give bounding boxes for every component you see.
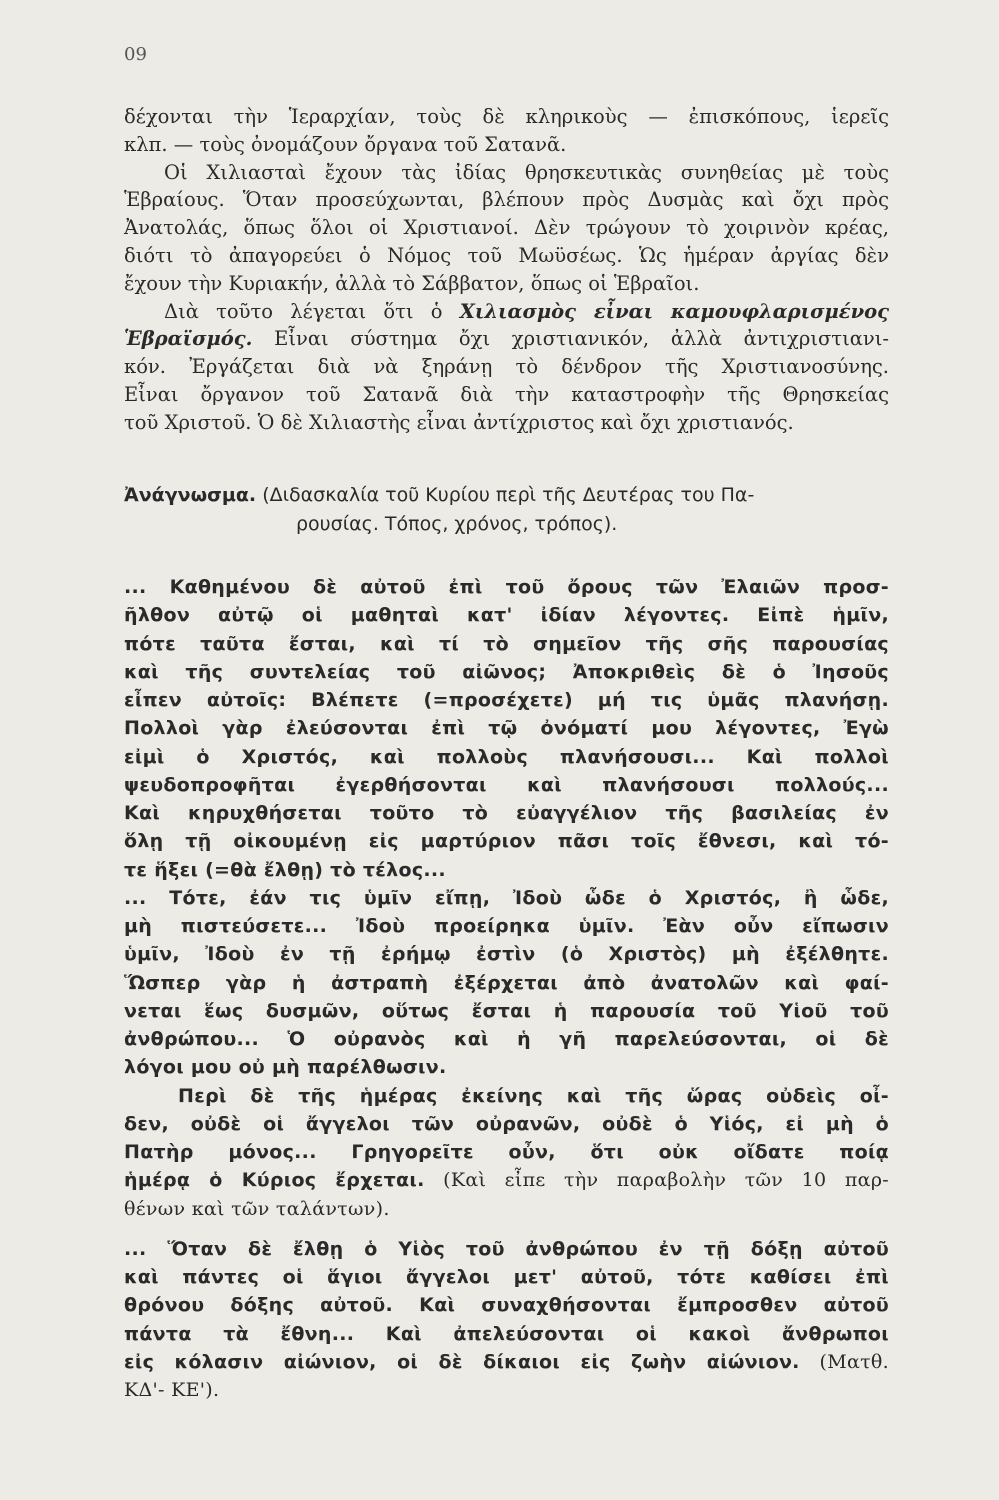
scripture-line: ἀνθρώπου... Ὁ οὐρανὸς καὶ ἡ γῆ παρελεύσονται, οἱ δὲ — [124, 1028, 889, 1050]
text-line: Εἶναι ὄργανον τοῦ Σατανᾶ διὰ τὴν καταστροφὴν τῆς Θρησκείας — [124, 382, 889, 406]
scripture-line: καὶ τῆς συντελείας τοῦ αἰῶνος; Ἀποκριθεὶς δὲ ὁ Ἰησοῦς — [124, 660, 889, 683]
scripture-line — [124, 1195, 889, 1223]
emphasis-text: Χιλιασμὸς εἶναι καμουφλαρισμένος — [459, 299, 889, 323]
scripture-line: τε ἥξει (=θὰ ἔλθῃ) τὸ τέλος... — [124, 858, 446, 881]
text-line: τοῦ Χριστοῦ. Ὁ δὲ Χιλιαστὴς εἶναι ἀντίχριστος καὶ ὄχι χριστιανός. — [124, 410, 794, 434]
scripture-span: ἡμέρᾳ ὁ Κύριος ἔρχεται. — [124, 1169, 425, 1192]
scripture-line — [124, 1376, 889, 1404]
note-span: (Ματθ. — [799, 1350, 889, 1373]
text-line — [124, 298, 889, 326]
scripture-line: ὅλῃ τῇ οἰκουμένῃ εἰς μαρτύριον πᾶσι τοῖς ἔθνεσι, καὶ τό- — [124, 830, 889, 853]
emphasis-text: Ἑβραϊσμός. — [124, 327, 253, 351]
scripture-line — [124, 1348, 889, 1376]
text-span: Διὰ τοῦτο λέγεται ὅτι ὁ — [164, 299, 460, 323]
scripture-line: ῆλθον αὐτῷ οἱ μαθηταὶ κατ' ἰδίαν λέγοντες. Εἰπὲ ἡμῖν, — [124, 604, 889, 627]
scripture-line: λόγοι μου οὐ μὴ παρέλθωσιν. — [124, 1056, 447, 1079]
page-number: 09 — [124, 44, 147, 65]
text-line: κλπ. — τοὺς ὀνομάζουν ὄργανα τοῦ Σατανᾶ. — [124, 132, 567, 156]
text-line: κόν. Ἐργάζεται διὰ νὰ ξηράνῃ τὸ δένδρον τῆς Χριστιανοσύνης. — [124, 355, 889, 379]
reading-title: Ἀνάγνωσμα. — [124, 484, 257, 506]
scripture-line: εἶπεν αὐτοῖς: Βλέπετε (=προσέχετε) μή τις ὑμᾶς πλανήσῃ. — [124, 689, 889, 711]
scripture-line: δεν, οὐδὲ οἱ ἄγγελοι τῶν οὐρανῶν, οὐδὲ ὁ Υἱός, εἰ μὴ ὁ — [124, 1112, 889, 1135]
scripture-line: πότε ταῦτα ἔσται, καὶ τί τὸ σημεῖον τῆς σῆς παρουσίας — [124, 632, 889, 655]
scripture-line: ... Ὅταν δὲ ἔλθῃ ὁ Υἱὸς τοῦ ἀνθρώπου ἐν τῇ δόξῃ αὐτοῦ — [124, 1237, 889, 1260]
scripture-line: Πολλοὶ γὰρ ἐλεύσονται ἐπὶ τῷ ὀνόματί μου λέγοντες, Ἐγὼ — [124, 717, 889, 740]
text-line — [124, 325, 889, 353]
scripture-line: ψευδοπροφῆται ἐγερθήσονται καὶ πλανήσουσι πολλούς... — [124, 773, 889, 796]
scripture-line: θρόνου δόξης αὐτοῦ. Καὶ συναχθήσονται ἔμπροσθεν αὐτοῦ — [124, 1294, 889, 1317]
scripture-line: πάντα τὰ ἔθνη... Καὶ ἀπελεύσονται οἱ κακοὶ ἄνθρωποι — [124, 1322, 889, 1345]
scripture-line: εἰμὶ ὁ Χριστός, καὶ πολλοὺς πλανήσουσι... Καὶ πολλοὶ — [124, 745, 889, 768]
scripture-line: ... Καθημένου δὲ αὐτοῦ ἐπὶ τοῦ ὄρους τῶν Ἐλαιῶν προσ- — [124, 576, 889, 598]
text-line: Ἀνατολάς, ὅπως ὅλοι οἱ Χριστιανοί. Δὲν τρώγουν τὸ χοιρινὸν κρέας, — [124, 216, 889, 240]
body-text — [124, 103, 889, 437]
scripture-line: νεται ἕως δυσμῶν, οὕτως ἔσται ἡ παρουσία τοῦ Υἱοῦ τοῦ — [124, 999, 889, 1022]
scripture-line: ... Τότε, ἐάν τις ὑμῖν εἴπῃ, Ἰδοὺ ὧδε ὁ Χριστός, ἢ ὧδε, — [124, 886, 889, 909]
scripture-line: Περὶ δὲ τῆς ἡμέρας ἐκείνης καὶ τῆς ὥρας οὐδεὶς οἶ- — [178, 1084, 889, 1107]
scripture-line: Καὶ κηρυχθήσεται τοῦτο τὸ εὐαγγέλιον τῆς βασιλείας ἐν — [124, 802, 889, 824]
scripture-line — [124, 1166, 889, 1194]
reading-subtitle: (Διδασκαλία τοῦ Κυρίου περὶ τῆς Δευτέρας του Πα- — [256, 484, 755, 506]
text-line: Ἑβραίους. Ὅταν προσεύχωνται, βλέπουν πρὸς Δυσμὰς καὶ ὄχι πρὸς — [124, 188, 889, 212]
text-line: Οἱ Χιλιασταὶ ἔχουν τὰς ἰδίας θρησκευτικὰς συνηθείας μὲ τοὺς — [164, 160, 889, 184]
scripture-passage — [124, 573, 889, 1404]
scripture-line: Ὥσπερ γὰρ ἡ ἀστραπὴ ἐξέρχεται ἀπὸ ἀνατολῶν καὶ φαί- — [124, 971, 889, 994]
reading-heading — [124, 481, 889, 539]
text-line: ἔχουν τὴν Κυριακήν, ἀλλὰ τὸ Σάββατον, ὅπως οἱ Ἑβραῖοι. — [124, 271, 700, 295]
note-span: ΚΔ'- ΚΕ'). — [124, 1379, 220, 1401]
reading-line: ρουσίας. Τόπος, χρόνος, τρόπος). — [296, 513, 618, 535]
note-span: (Καὶ εἶπε τὴν παραβολὴν τῶν 10 παρ- — [424, 1169, 890, 1192]
reading-line — [124, 481, 889, 510]
scripture-line: μὴ πιστεύσετε... Ἰδοὺ προείρηκα ὑμῖν. Ἐὰν οὖν εἴπωσιν — [124, 915, 889, 937]
scripture-line: ὑμῖν, Ἰδοὺ ἐν τῇ ἐρήμῳ ἐστὶν (ὁ Χριστὸς) μὴ ἐξέλθητε. — [124, 943, 889, 966]
text-line: διότι τὸ ἀπαγορεύει ὁ Νόμος τοῦ Μωϋσέως. Ὡς ἡμέραν ἀργίας δὲν — [124, 243, 889, 267]
text-span: Εἶναι σύστημα ὄχι χριστιανικόν, ἀλλὰ ἀντιχριστιανι- — [252, 327, 889, 351]
text-line: δέχονται τὴν Ἱεραρχίαν, τοὺς δὲ κληρικοὺς — ἐπισκόπους, ἱερεῖς — [124, 105, 889, 128]
scripture-line: καὶ πάντες οἱ ἅγιοι ἄγγελοι μετ' αὐτοῦ, τότε καθίσει ἐπὶ — [124, 1266, 889, 1288]
scripture-span: εἰς κόλασιν αἰώνιον, οἱ δὲ δίκαιοι εἰς ζωὴν αἰώνιον. — [124, 1350, 800, 1373]
scripture-line: Πατὴρ μόνος... Γρηγορεῖτε οὖν, ὅτι οὐκ οἴδατε ποίᾳ — [124, 1141, 889, 1163]
note-span: θένων καὶ τῶν ταλάντων). — [124, 1197, 390, 1220]
